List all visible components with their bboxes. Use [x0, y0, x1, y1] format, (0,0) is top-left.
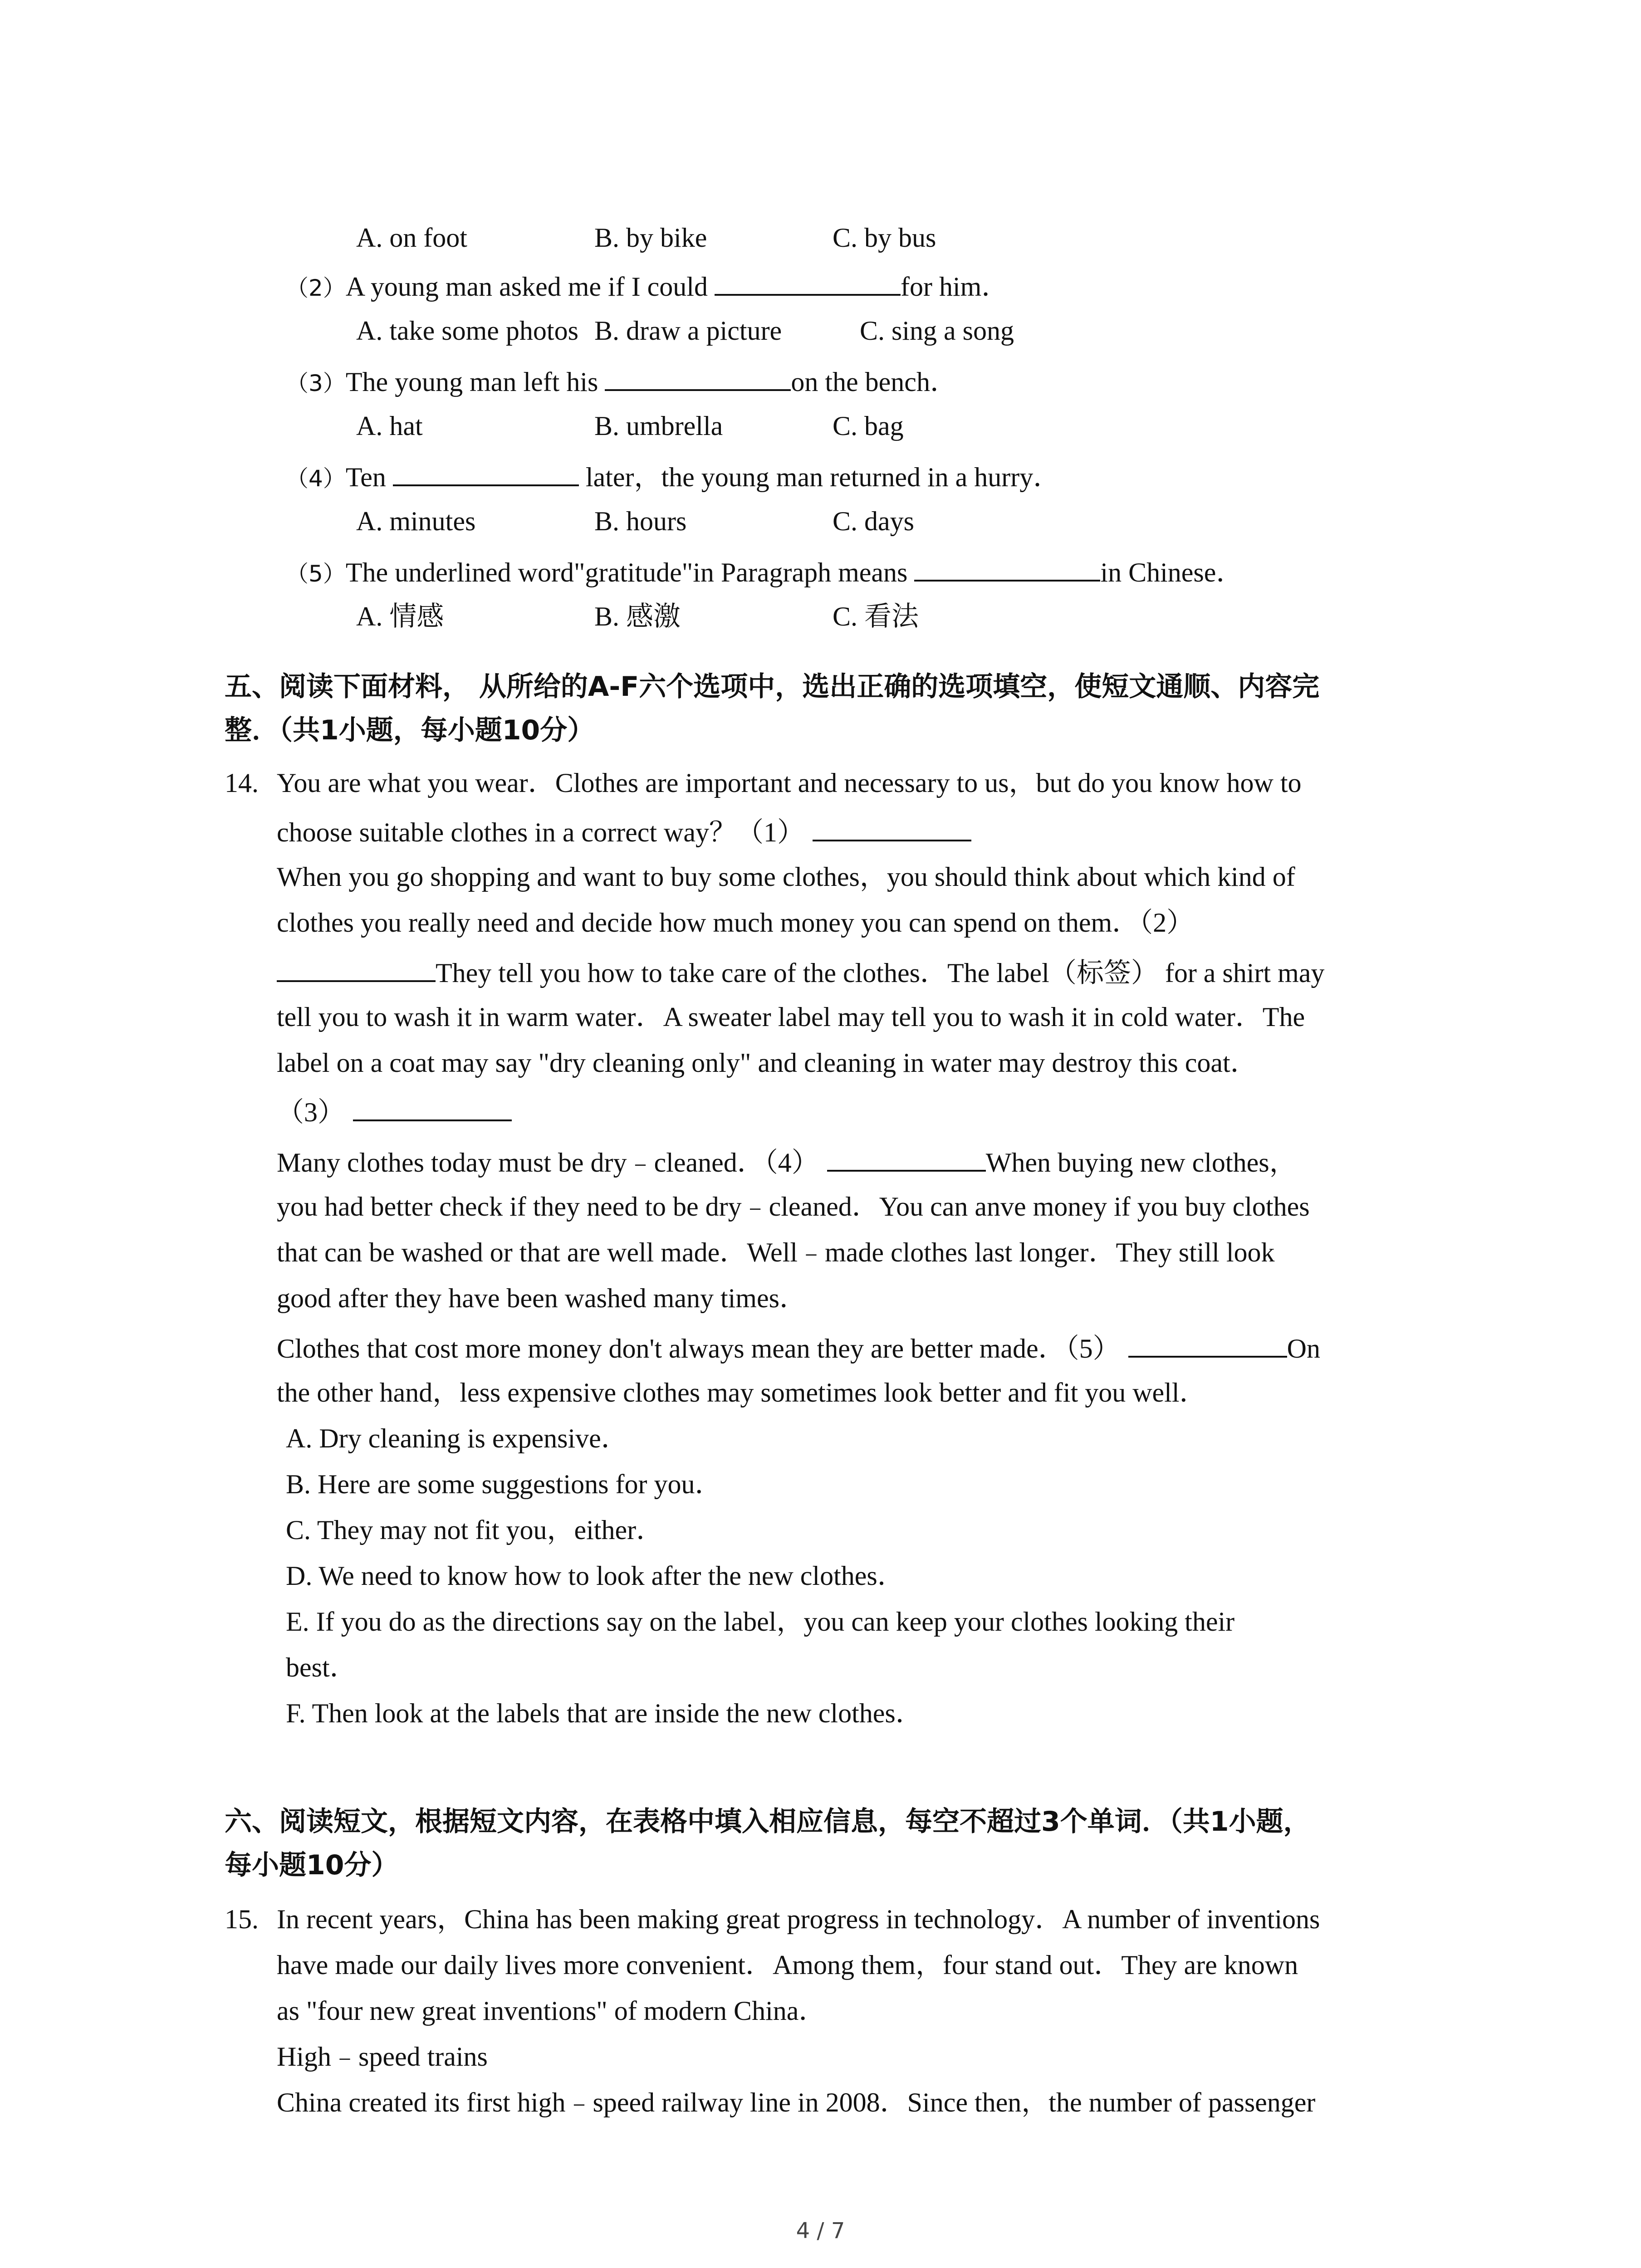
q4-option-a: A. minutes	[356, 506, 476, 536]
section-5-heading-cont: 整．（共1小题，每小题10分）	[225, 714, 595, 746]
question-text-end: later，the young man returned in a hurry．	[578, 462, 1061, 492]
passage-line: You are what you wear．Clothes are important and necessary to us，but do you know how to	[277, 768, 1302, 798]
option-e-cont: best．	[286, 1652, 357, 1682]
passage-line: have made our daily lives more convenient．Among them，four stand out．They are known	[277, 1950, 1298, 1980]
q2-option-a: A. take some photos	[356, 316, 578, 346]
passage-text: choose suitable clothes in a correct way？（1）	[277, 817, 804, 847]
question-15-number: 15.	[225, 1904, 259, 1934]
answer-blank[interactable]	[393, 459, 579, 486]
answer-blank-5[interactable]	[1128, 1330, 1287, 1358]
passage-text: They tell you how to take care of the clothes．The label（标签） for a shirt may	[436, 958, 1325, 988]
q3-option-a: A. hat	[356, 411, 423, 441]
question-text: Ten	[345, 462, 393, 492]
q5-option-a: A. 情感	[356, 601, 444, 631]
question-text-end: on the bench．	[791, 367, 957, 397]
section-5-heading: 五、阅读下面材料， 从所给的A-F六个选项中，选出正确的选项填空，使短文通顺、内容完	[225, 671, 1320, 703]
passage-line: the other hand，less expensive clothes may sometimes look better and fit you well．	[277, 1378, 1207, 1408]
option-d: D. We need to know how to look after the new clothes．	[286, 1561, 905, 1591]
passage-line	[277, 1330, 1320, 1365]
q2-option-c: C. sing a song	[860, 316, 1014, 346]
q4-option-b: B. hours	[594, 506, 687, 536]
question-number: （3）	[286, 370, 346, 396]
passage-subheading: High﹣speed trains	[277, 2042, 488, 2072]
passage-text: Clothes that cost more money don't always mean they are better made．（5）	[277, 1334, 1120, 1364]
answer-blank-2[interactable]	[277, 955, 436, 982]
passage-text: Many clothes today must be dry﹣cleaned．（4）	[277, 1148, 819, 1178]
page-number: 4 / 7	[796, 2218, 845, 2244]
question-14-number: 14.	[225, 768, 259, 798]
option-f: F. Then look at the labels that are inside the new clothes．	[286, 1698, 923, 1728]
passage-line: clothes you really need and decide how much money you can spend on them．（2）	[277, 908, 1194, 938]
question-2	[286, 269, 1009, 304]
passage-line: as "four new great inventions" of modern China．	[277, 1996, 826, 2026]
q3-option-b: B. umbrella	[594, 411, 723, 441]
question-5	[286, 554, 1243, 590]
passage-line: you had better check if they need to be dry﹣cleaned．You can anve money if you buy clothes	[277, 1192, 1310, 1222]
answer-blank-3[interactable]	[353, 1094, 512, 1121]
passage-line	[277, 955, 1324, 989]
question-text: A young man asked me if I could	[345, 272, 715, 302]
answer-blank-1[interactable]	[813, 814, 971, 841]
option-e: E. If you do as the directions say on the label，you can keep your clothes looking their	[286, 1607, 1235, 1637]
q1-option-b: B. by bike	[594, 223, 707, 253]
question-4	[286, 459, 1060, 495]
section-6-heading: 六、阅读短文，根据短文内容，在表格中填入相应信息，每空不超过3个单词．（共1小题，	[225, 1806, 1311, 1838]
question-text-end: in Chinese．	[1100, 557, 1244, 587]
question-number: （4）	[286, 465, 346, 492]
q5-option-c: C. 看法	[833, 601, 919, 631]
q2-option-b: B. draw a picture	[594, 316, 782, 346]
passage-text: On	[1287, 1334, 1320, 1364]
passage-line: that can be washed or that are well made．Well﹣made clothes last longer．They still look	[277, 1237, 1275, 1267]
answer-blank[interactable]	[914, 554, 1100, 582]
passage-line	[277, 1144, 1297, 1179]
option-b: B. Here are some suggestions for you．	[286, 1469, 722, 1499]
section-6-heading-cont: 每小题10分）	[225, 1849, 399, 1881]
answer-blank-4[interactable]	[827, 1144, 986, 1172]
passage-line: good after they have been washed many times．	[277, 1283, 807, 1313]
answer-blank[interactable]	[605, 364, 791, 391]
question-number: （2）	[286, 275, 346, 301]
option-c: C. They may not fit you，either．	[286, 1515, 664, 1545]
passage-line	[277, 814, 971, 849]
passage-line: label on a coat may say "dry cleaning only" and cleaning in water may destroy this coat．	[277, 1048, 1258, 1078]
passage-line: tell you to wash it in warm water．A sweater label may tell you to wash it in cold water．The	[277, 1002, 1305, 1032]
passage-text: When buying new clothes，	[985, 1148, 1297, 1178]
question-text: The underlined word"gratitude"in Paragraph means	[345, 557, 915, 587]
passage-line	[277, 1094, 512, 1129]
question-number: （5）	[286, 561, 346, 587]
q1-option-c: C. by bus	[833, 223, 936, 253]
q1-option-a: A. on foot	[356, 223, 467, 253]
question-3	[286, 364, 957, 400]
q4-option-c: C. days	[833, 506, 914, 536]
passage-text: （3）	[277, 1097, 345, 1127]
question-text: The young man left his	[345, 367, 605, 397]
q5-option-b: B. 感激	[594, 601, 681, 631]
passage-line: In recent years，China has been making great progress in technology．A number of inventions	[277, 1904, 1320, 1934]
option-a: A. Dry cleaning is expensive．	[286, 1423, 628, 1453]
answer-blank[interactable]	[715, 269, 901, 296]
passage-line: When you go shopping and want to buy some clothes，you should think about which kind of	[277, 862, 1295, 892]
passage-line: China created its first high﹣speed railway line in 2008．Since then，the number of passenger	[277, 2087, 1316, 2117]
question-text-end: for him．	[900, 272, 1009, 302]
q3-option-c: C. bag	[833, 411, 904, 441]
